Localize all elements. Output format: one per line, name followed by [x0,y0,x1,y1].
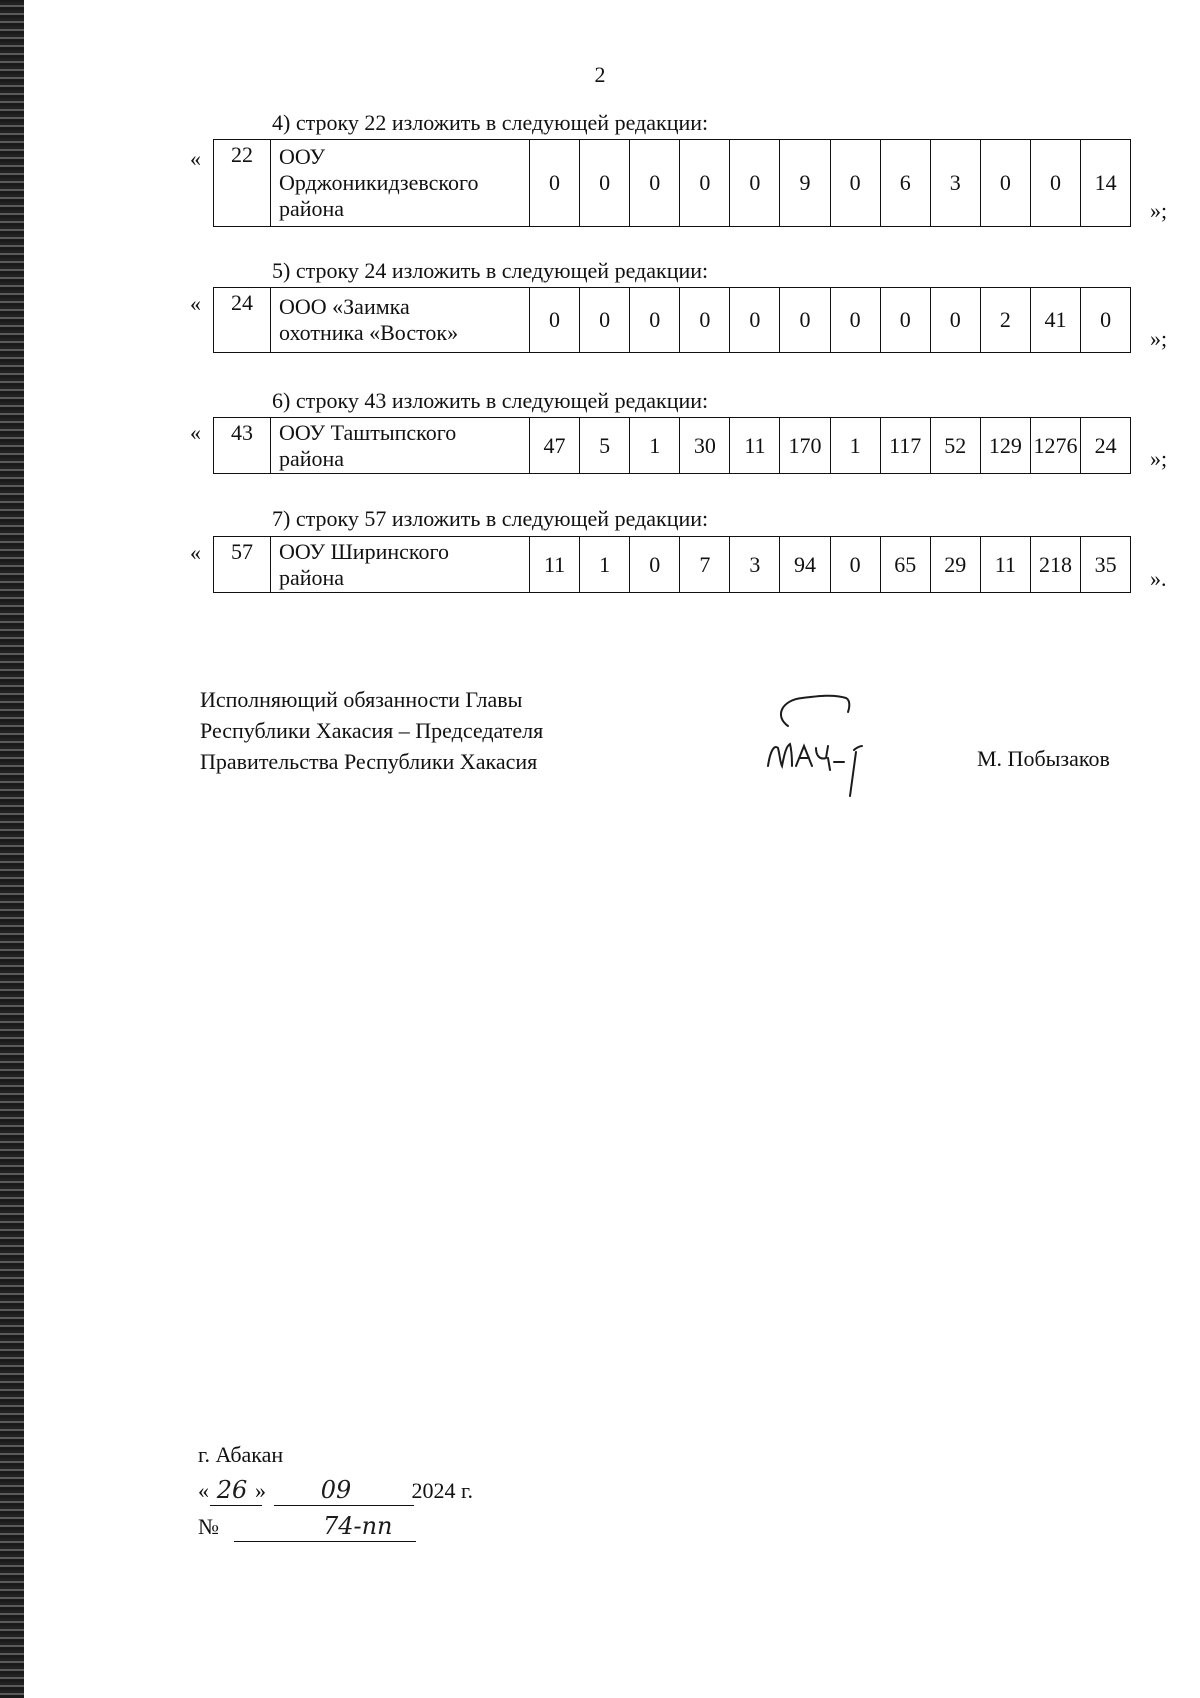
cell-value: 0 [930,288,980,353]
cell-value: 0 [830,140,880,227]
cell-value: 0 [1081,288,1131,353]
cell-value: 14 [1081,140,1131,227]
row-number: 24 [214,288,271,353]
position-line: Исполняющий обязанности Главы [200,687,523,712]
row-name-line: охотника «Восток» [279,320,459,345]
handwritten-signature [762,686,892,798]
row-name-line: района [279,564,345,590]
row-name [271,418,530,474]
signatory-position [200,684,543,777]
number-underline [234,1541,416,1542]
cell-value: 1 [630,418,680,474]
scan-edge [0,0,24,1698]
date-line [198,1476,473,1504]
document-number: 74-пп [322,1512,393,1540]
cell-value: 0 [830,288,880,353]
close-quote: ». [1150,566,1167,591]
row-name-line: ООУ Таштыпского [279,419,457,445]
date-month: 09 [320,1476,352,1504]
row-name-line: ООО «Заимка [279,294,410,319]
amendment-instruction-2: 5) строку 24 изложить в следующей редакции: [272,258,709,283]
row-name [271,140,530,227]
date-open-quote: « [198,1478,209,1503]
date-close-quote: » [255,1478,266,1503]
page-number: 2 [594,62,606,87]
cell-value: 35 [1081,537,1131,593]
date-day: 26 [216,1476,248,1504]
open-quote: « [190,540,201,565]
cell-value: 0 [880,288,930,353]
row-name-line: ООУ [279,144,326,169]
cell-value: 170 [780,418,830,474]
row-name-line: района [279,196,345,221]
cell-value: 0 [630,537,680,593]
cell-value: 117 [880,418,930,474]
cell-value: 2 [980,288,1030,353]
cell-value: 47 [530,418,580,474]
row-name-line: Орджоникидзевского [279,170,479,195]
cell-value: 0 [680,140,730,227]
cell-value: 9 [780,140,830,227]
cell-value: 0 [980,140,1030,227]
cell-value: 129 [980,418,1030,474]
amendment-instruction-1: 4) строку 22 изложить в следующей редакции: [272,110,709,135]
cell-value: 1 [830,418,880,474]
signer-name: М. Побызаков [977,746,1110,771]
month-underline [274,1505,414,1506]
amendment-table-row-22 [213,139,1131,227]
row-name [271,288,530,353]
number-line [198,1512,393,1540]
row-number: 43 [214,418,271,474]
position-line: Правительства Республики Хакасия [200,749,538,774]
cell-value: 3 [730,537,780,593]
amendment-table-row-43 [213,417,1131,474]
cell-value: 0 [580,288,630,353]
cell-value: 0 [530,288,580,353]
number-label: № [198,1514,219,1539]
cell-value: 11 [980,537,1030,593]
cell-value: 11 [730,418,780,474]
cell-value: 0 [1030,140,1080,227]
cell-value: 24 [1081,418,1131,474]
close-quote: »; [1150,198,1168,223]
cell-value: 1276 [1030,418,1080,474]
cell-value: 1 [580,537,630,593]
row-name-line: района [279,445,345,471]
open-quote: « [190,420,201,445]
cell-value: 5 [580,418,630,474]
row-name-line: ООУ Ширинского [279,538,449,564]
amendment-instruction-3: 6) строку 43 изложить в следующей редакции: [272,388,709,413]
cell-value: 0 [630,288,680,353]
cell-value: 0 [830,537,880,593]
cell-value: 52 [930,418,980,474]
cell-value: 0 [730,140,780,227]
cell-value: 0 [730,288,780,353]
cell-value: 0 [580,140,630,227]
cell-value: 0 [630,140,680,227]
amendment-instruction-4: 7) строку 57 изложить в следующей редакции: [272,506,709,531]
cell-value: 6 [880,140,930,227]
cell-value: 218 [1030,537,1080,593]
cell-value: 0 [680,288,730,353]
cell-value: 65 [880,537,930,593]
cell-value: 7 [680,537,730,593]
row-number: 57 [214,537,271,593]
cell-value: 11 [530,537,580,593]
amendment-table-row-57 [213,536,1131,593]
cell-value: 29 [930,537,980,593]
cell-value: 0 [780,288,830,353]
open-quote: « [190,146,201,171]
cell-value: 3 [930,140,980,227]
close-quote: »; [1150,326,1168,351]
position-line: Республики Хакасия – Председателя [200,718,544,743]
city: г. Абакан [198,1442,284,1467]
cell-value: 41 [1030,288,1080,353]
amendment-table-row-24 [213,287,1131,353]
day-underline [210,1505,262,1506]
cell-value: 30 [680,418,730,474]
row-name [271,537,530,593]
cell-value: 94 [780,537,830,593]
close-quote: »; [1150,446,1168,471]
cell-value: 0 [530,140,580,227]
open-quote: « [190,291,201,316]
row-number: 22 [214,140,271,227]
date-year: 2024 г. [411,1478,474,1503]
